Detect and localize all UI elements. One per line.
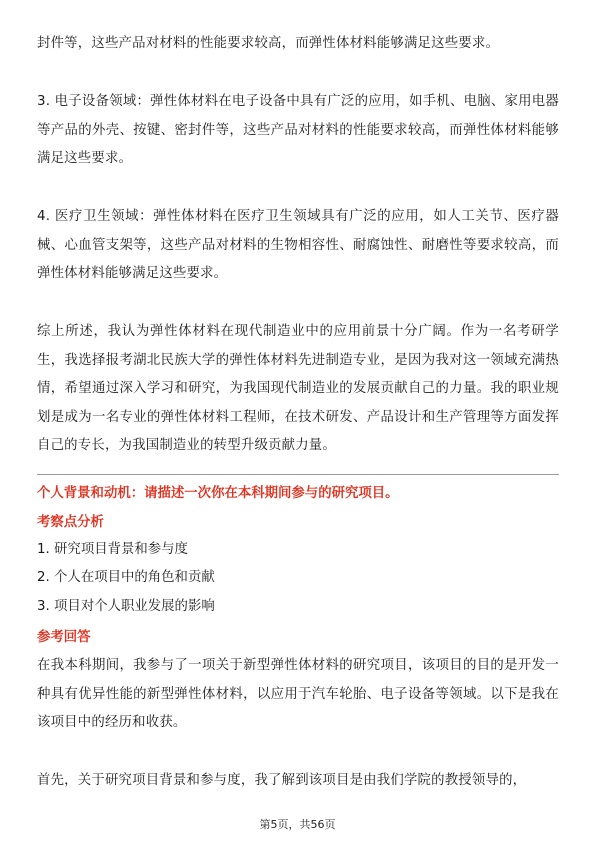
paragraph-electronics: 3. 电子设备领域：弹性体材料在电子设备中具有广泛的应用，如手机、电脑、家用电器等产品的外壳、按键、密封件等，这些产品对材料的性能要求较高，而弹性体材料能够满足这些要求。 — [37, 94, 559, 166]
paragraph-medical: 4. 医疗卫生领域：弹性体材料在医疗卫生领域具有广泛的应用，如人工关节、医疗器械、心血管支架等，这些产品对材料的生物相容性、耐腐蚀性、耐磨性等要求较高，而弹性体材料能够满足这些要求。 — [37, 209, 559, 281]
answer-heading: 参考回答 — [37, 630, 91, 645]
analysis-item: 2. 个人在项目中的角色和贡献 — [37, 570, 215, 585]
section-divider — [37, 474, 559, 475]
page-number-footer: 第5页，共56页 — [259, 818, 336, 831]
question-heading: 个人背景和动机：请描述一次你在本科期间参与的研究项目。 — [37, 486, 399, 501]
answer-paragraph: 首先，关于研究项目背景和参与度，我了解到该项目是由我们学院的教授领导的， — [37, 773, 527, 788]
answer-paragraph: 在我本科期间，我参与了一项关于新型弹性体材料的研究项目，该项目的目的是开发一种具有优异性能的新型弹性体材料，以应用于汽车轮胎、电子设备等领域。以下是我在该项目中的经历和收获。 — [37, 658, 559, 730]
analysis-item: 1. 研究项目背景和参与度 — [37, 542, 188, 557]
paragraph-continuation: 封件等，这些产品对材料的性能要求较高，而弹性体材料能够满足这些要求。 — [37, 36, 500, 51]
analysis-item: 3. 项目对个人职业发展的影响 — [37, 599, 215, 614]
paragraph-summary: 综上所述，我认为弹性体材料在现代制造业中的应用前景十分广阔。作为一名考研学生，我选择报考湖北民族大学的弹性体材料先进制造专业，是因为我对这一领域充满热情，希望通过深入学习和研究，为我国现代制造业的发展贡献自己的力量。我的职业规划是成为一名专业的弹性体材料工程师，在技术研发、产品设计和生产管理等方面发挥自己的专长，为我国制造业的转型升级贡献力量。 — [37, 324, 559, 453]
analysis-heading: 考察点分析 — [37, 515, 104, 530]
